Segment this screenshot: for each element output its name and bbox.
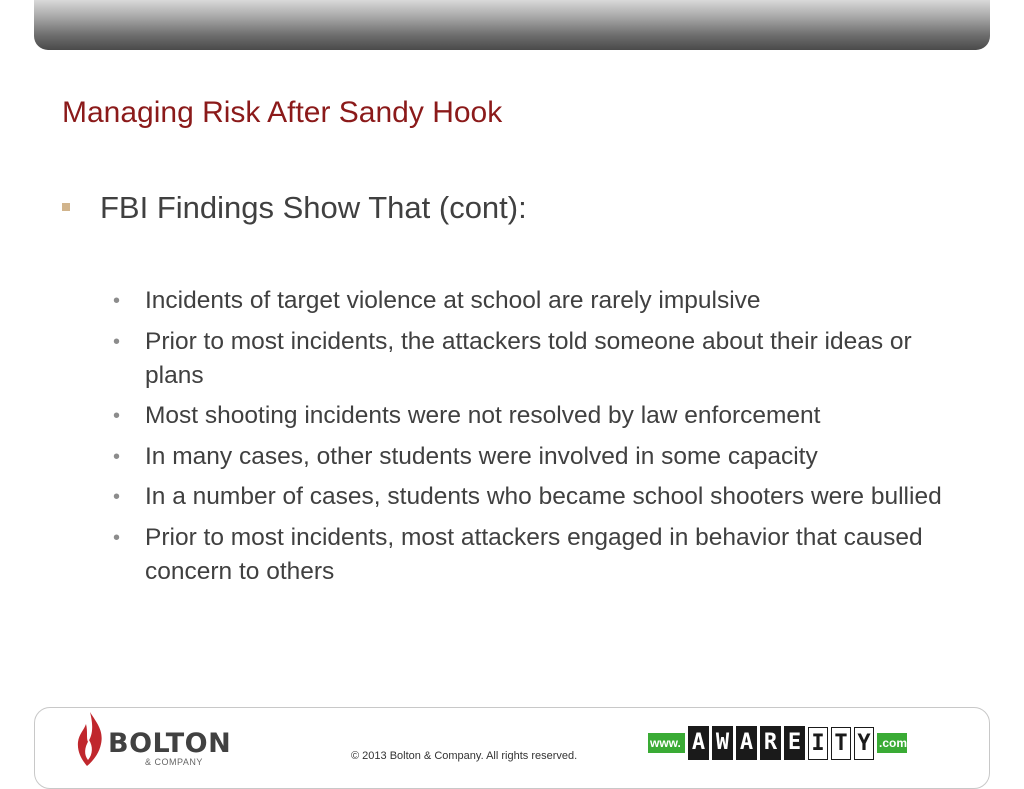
bullet-dot-icon: • [113, 526, 121, 549]
list-item-text: Prior to most incidents, most attackers engaged in behavior that caused concern to others [145, 523, 923, 585]
awareity-letter: I [808, 727, 828, 760]
bullet-dot-icon: • [113, 405, 121, 427]
copyright-text: © 2013 Bolton & Company. All rights reserved. [351, 750, 578, 762]
main-bullet [62, 190, 527, 226]
bolton-subtitle: & COMPANY [145, 757, 203, 767]
awareity-letter: A [688, 726, 709, 760]
awareity-prefix: www. [648, 733, 685, 753]
list-item-text: Prior to most incidents, the attackers told someone about their ideas or plans [145, 327, 912, 389]
square-bullet-icon [62, 203, 70, 211]
list-item-text: In a number of cases, students who became school shooters were bullied [145, 483, 942, 510]
list-item [113, 440, 973, 474]
list-item [113, 325, 973, 393]
bullet-dot-icon: • [113, 486, 121, 508]
awareity-letter: T [831, 727, 851, 760]
flame-icon [74, 710, 106, 768]
bolton-name: BOLTON [108, 728, 232, 759]
main-bullet-text: FBI Findings Show That (cont): [100, 190, 527, 225]
bullet-dot-icon: • [113, 290, 121, 312]
slide-title: Managing Risk After Sandy Hook [62, 96, 503, 129]
bullet-dot-icon: • [113, 445, 121, 468]
awareity-letter: Y [854, 727, 874, 760]
awareity-logo [648, 724, 907, 762]
list-item-text: Most shooting incidents were not resolved by law enforcement [145, 402, 821, 429]
list-item-text: Incidents of target violence at school are rarely impulsive [145, 287, 761, 314]
bullet-dot-icon: • [113, 330, 121, 353]
header-bar [34, 0, 990, 50]
list-item [113, 284, 973, 318]
awareity-letter: A [736, 726, 757, 760]
list-item [113, 480, 973, 514]
bolton-logo [74, 710, 254, 768]
list-item-text: In many cases, other students were involved in some capacity [145, 442, 818, 470]
awareity-letter: E [784, 726, 805, 760]
list-item [113, 521, 973, 589]
awareity-letter: R [760, 726, 781, 760]
list-item [113, 399, 973, 433]
awareity-letter: W [712, 726, 733, 760]
sub-bullet-list [113, 284, 973, 595]
awareity-suffix: .com [877, 733, 907, 753]
